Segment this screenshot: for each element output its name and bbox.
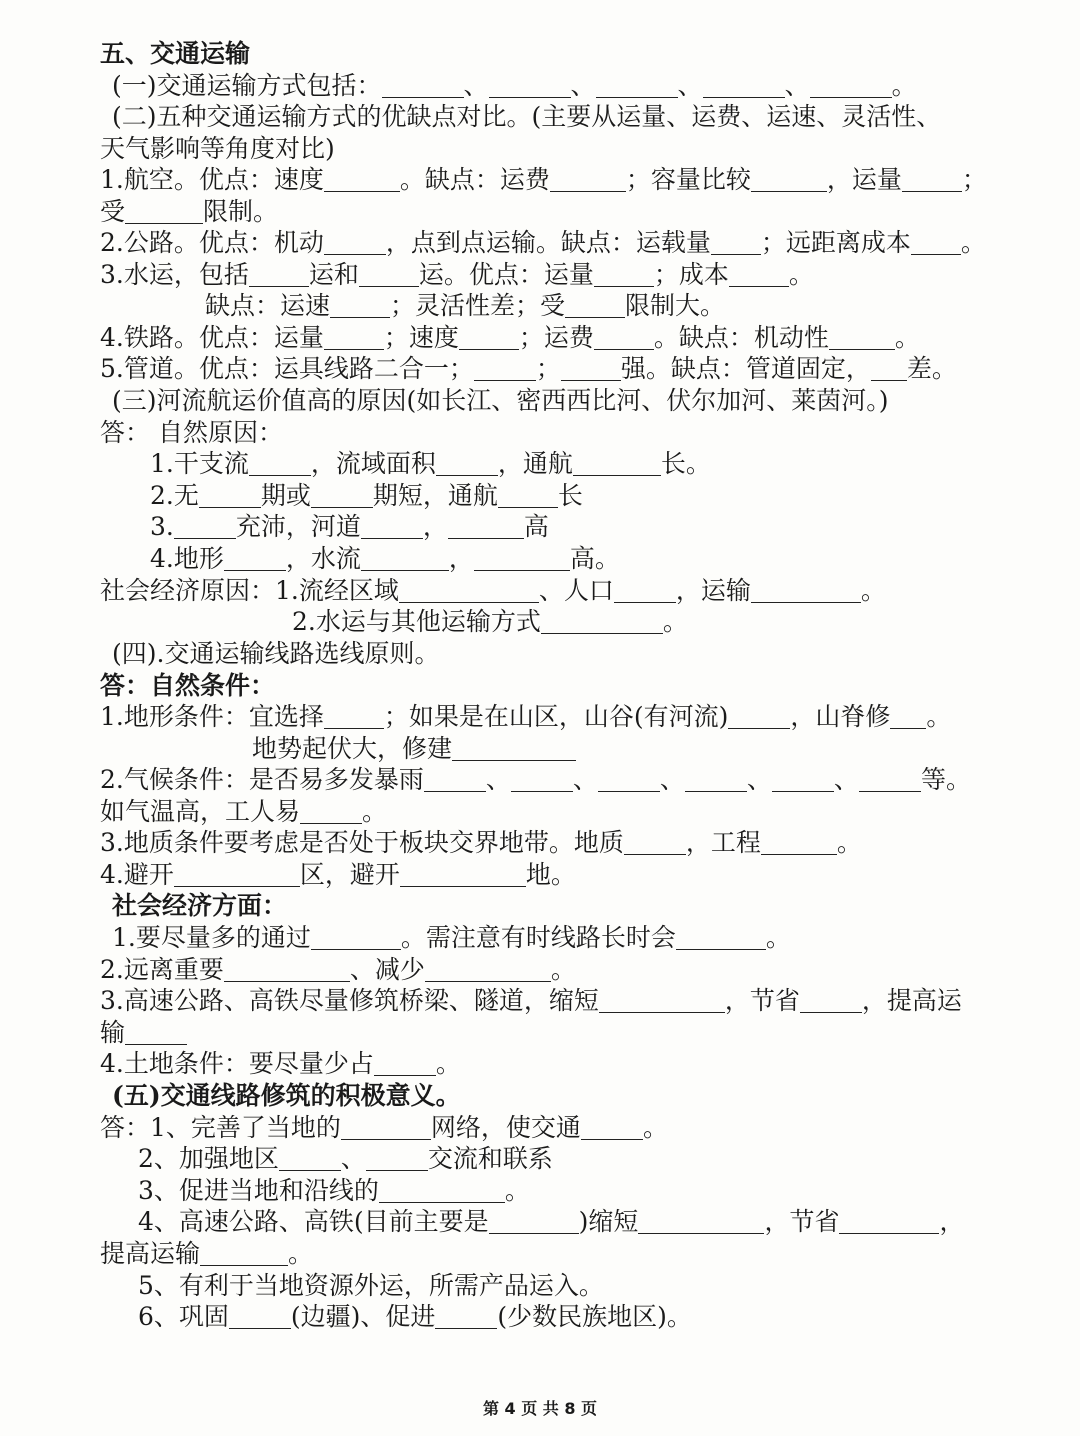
line-text: 网络，使交通 [430, 1113, 581, 1142]
text-line [138, 1270, 604, 1302]
line-text: 社会经济原因：1.流经区域 [100, 576, 399, 605]
text-line [205, 290, 725, 322]
fill-in-blank [498, 485, 558, 508]
line-text: (二)五种交通运输方式的优缺点对比。(主要从运量、运费、运速、灵活性、 [112, 102, 942, 131]
line-text: ，节省 [764, 1207, 840, 1236]
fill-in-blank [379, 1180, 505, 1203]
line-text: 、 [485, 765, 511, 794]
text-line [100, 227, 986, 259]
fill-in-blank [561, 358, 621, 381]
fill-in-blank [224, 959, 350, 982]
text-line [100, 1238, 313, 1270]
text-line [112, 890, 287, 922]
line-text: 、 [463, 71, 489, 100]
line-text: 2.气候条件：是否易多发暴雨 [100, 765, 424, 794]
fill-in-blank [474, 358, 536, 381]
line-text: 4、高速公路、高铁(目前主要是 [138, 1207, 489, 1236]
line-text: ，水流 [285, 544, 361, 573]
fill-in-blank [839, 1211, 939, 1234]
line-text: 强。缺点：管道固定， [620, 354, 871, 383]
line-text: 高。 [569, 544, 620, 573]
fill-in-blank [638, 1211, 764, 1234]
text-line [112, 922, 791, 954]
line-text: ；速度 [383, 323, 459, 352]
text-line [112, 638, 439, 670]
fill-in-blank [772, 769, 834, 792]
fill-in-blank [425, 959, 551, 982]
fill-in-blank [829, 327, 895, 350]
line-text: 3.地质条件要考虑是否处于板块交界地带。地质 [100, 828, 624, 857]
text-line [150, 480, 583, 512]
text-line [100, 670, 275, 702]
text-line [138, 1301, 692, 1333]
fill-in-blank [810, 75, 892, 98]
line-text: 3.高速公路、高铁尽量修筑桥梁、隧道，缩短 [100, 986, 599, 1015]
line-text: (少数民族地区)。 [497, 1302, 692, 1331]
fill-in-blank [199, 485, 261, 508]
line-text: ，运输 [675, 576, 751, 605]
fill-in-blank [324, 327, 384, 350]
line-text: 社会经济方面： [112, 891, 288, 920]
line-text: ，运量 [826, 165, 902, 194]
line-text: ， [939, 1207, 965, 1236]
line-text: 五、交通运输 [100, 39, 251, 68]
text-line [138, 1206, 964, 1238]
text-line [100, 985, 962, 1017]
line-text: 答：自然条件： [100, 671, 276, 700]
line-text: 。 [926, 702, 952, 731]
line-text: 、 [340, 1144, 366, 1173]
fill-in-blank [448, 516, 524, 539]
line-text: 1.要尽量多的通过 [112, 923, 311, 952]
line-text: 。 [836, 828, 862, 857]
line-text: )缩短 [578, 1207, 639, 1236]
text-line [100, 322, 920, 354]
fill-in-blank [676, 927, 766, 950]
fill-in-blank [685, 769, 747, 792]
line-text: 2.水运与其他运输方式 [292, 607, 541, 636]
text-line [112, 385, 889, 417]
line-text: 地。 [525, 860, 576, 889]
line-text: 。 [894, 323, 920, 352]
fill-in-blank [565, 295, 625, 318]
fill-in-blank [624, 832, 686, 855]
line-text: 5、有利于当地资源外运，所需产品运入。 [138, 1271, 604, 1300]
line-text: ； [535, 354, 561, 383]
line-text: 如气温高，工人易 [100, 797, 301, 826]
fill-in-blank [436, 453, 498, 476]
text-line [100, 1112, 668, 1144]
line-text: 、人口 [538, 576, 614, 605]
fill-in-blank [902, 169, 962, 192]
line-text: 充沛，河道 [235, 512, 361, 541]
line-text: 输 [100, 1018, 126, 1047]
text-line [100, 859, 576, 891]
line-text: 3、促进当地和沿线的 [138, 1176, 379, 1205]
line-text: ；远距离成本 [760, 228, 911, 257]
line-text: 4.避开 [100, 860, 174, 889]
line-text: ， [422, 512, 448, 541]
fill-in-blank [382, 75, 464, 98]
line-text: ，节省 [724, 986, 800, 1015]
line-text: 期短，通航 [372, 481, 498, 510]
fill-in-blank [324, 169, 400, 192]
line-text: 2.远离重要 [100, 955, 224, 984]
fill-in-blank [435, 1306, 497, 1329]
fill-in-blank [424, 769, 486, 792]
fill-in-blank [125, 201, 203, 224]
text-line [100, 353, 957, 385]
line-text: 提高运输 [100, 1239, 201, 1268]
fill-in-blank [311, 927, 401, 950]
fill-in-blank [573, 453, 661, 476]
fill-in-blank [751, 580, 861, 603]
fill-in-blank [452, 738, 576, 761]
line-text: 长。 [660, 449, 711, 478]
line-text: 2.公路。优点：机动 [100, 228, 324, 257]
line-text: (一)交通运输方式包括： [112, 71, 382, 100]
fill-in-blank [330, 295, 390, 318]
text-line [100, 1017, 187, 1049]
text-line [292, 606, 688, 638]
line-text: 限制大。 [625, 291, 726, 320]
text-line [150, 448, 711, 480]
fill-in-blank [800, 990, 862, 1013]
line-text: ；如果是在山区，山谷(有河流) [383, 702, 729, 731]
fill-in-blank [911, 232, 961, 255]
fill-in-blank [125, 1022, 187, 1045]
fill-in-blank [374, 1053, 436, 1076]
line-text: 、 [659, 765, 685, 794]
line-text: ，流域面积 [310, 449, 436, 478]
fill-in-blank [541, 611, 663, 634]
fill-in-blank [550, 169, 626, 192]
text-line [100, 575, 886, 607]
line-text: ，提高运 [861, 986, 962, 1015]
line-text: ；灵活性差；受 [390, 291, 566, 320]
text-line [100, 133, 335, 165]
line-text: 。 [435, 1049, 461, 1078]
fill-in-blank [224, 548, 286, 571]
line-text: ，工程 [685, 828, 761, 857]
line-text: 缺点：运速 [205, 291, 331, 320]
text-line [112, 1080, 461, 1112]
line-text: ；成本 [653, 260, 729, 289]
line-text: ； [961, 165, 987, 194]
line-text: 运。优点：运量 [418, 260, 594, 289]
line-text: 、减少 [349, 955, 425, 984]
line-text: 、 [570, 71, 596, 100]
line-text: 。 [288, 1239, 314, 1268]
fill-in-blank [459, 327, 519, 350]
line-text: 。 [662, 607, 688, 636]
fill-in-blank [581, 1117, 643, 1140]
fill-in-blank [174, 864, 300, 887]
text-line [100, 1048, 461, 1080]
line-text: 4.地形 [150, 544, 224, 573]
fill-in-blank [594, 264, 654, 287]
line-text: ；容量比较 [625, 165, 751, 194]
line-text: 、 [746, 765, 772, 794]
line-text: 。 [362, 797, 388, 826]
text-line [100, 764, 971, 796]
line-text: 4.铁路。优点：运量 [100, 323, 324, 352]
line-text: ；运费 [518, 323, 594, 352]
text-line [112, 70, 917, 102]
fill-in-blank [511, 769, 573, 792]
section-title [100, 38, 250, 70]
text-line [100, 164, 987, 196]
line-text: 1.地形条件：宜选择 [100, 702, 324, 731]
line-text: 交流和联系 [427, 1144, 553, 1173]
line-text: 1.航空。优点：速度 [100, 165, 324, 194]
line-text: 5.管道。优点：运具线路二合一； [100, 354, 474, 383]
fill-in-blank [596, 75, 678, 98]
fill-in-blank [399, 580, 539, 603]
fill-in-blank [474, 548, 570, 571]
line-text: 差。 [906, 354, 957, 383]
line-text: ，通航 [497, 449, 573, 478]
text-line [252, 733, 576, 765]
line-text: 。 [642, 1113, 668, 1142]
fill-in-blank [361, 516, 423, 539]
text-line [150, 543, 620, 575]
line-text: 限制。 [203, 197, 279, 226]
fill-in-blank [200, 1243, 288, 1266]
line-text: 1.干支流 [150, 449, 249, 478]
line-text: 2.无 [150, 481, 199, 510]
fill-in-blank [703, 75, 785, 98]
text-line [112, 101, 941, 133]
line-text: (边疆)、促进 [290, 1302, 436, 1331]
fill-in-blank [859, 769, 921, 792]
page-footer: 第 4 页 共 8 页 [482, 1399, 598, 1418]
line-text: 。缺点：运费 [399, 165, 550, 194]
fill-in-blank [300, 801, 362, 824]
line-text: 3. [150, 512, 174, 541]
fill-in-blank [728, 706, 790, 729]
line-text: (五)交通线路修筑的积极意义。 [112, 1081, 461, 1110]
line-text: 高 [523, 512, 549, 541]
line-text: 。 [504, 1176, 530, 1205]
fill-in-blank [324, 232, 386, 255]
line-text: 长 [557, 481, 583, 510]
line-text: 、 [784, 71, 810, 100]
fill-in-blank [229, 1306, 291, 1329]
fill-in-blank [489, 1211, 579, 1234]
fill-in-blank [594, 327, 654, 350]
line-text: 。 [550, 955, 576, 984]
line-text: 答：1、完善了当地的 [100, 1113, 341, 1142]
fill-in-blank [279, 1148, 341, 1171]
line-text: 区，避开 [299, 860, 400, 889]
fill-in-blank [871, 358, 907, 381]
fill-in-blank [249, 264, 309, 287]
fill-in-blank [400, 864, 526, 887]
line-text: 天气影响等角度对比) [100, 134, 335, 163]
text-line [100, 954, 576, 986]
line-text: 、 [677, 71, 703, 100]
line-text: 。 [891, 71, 917, 100]
fill-in-blank [311, 485, 373, 508]
text-line [138, 1175, 530, 1207]
line-text: 。 [860, 576, 886, 605]
line-text: 。缺点：机动性 [653, 323, 829, 352]
fill-in-blank [890, 706, 926, 729]
fill-in-blank [599, 990, 725, 1013]
line-text: 。 [788, 260, 814, 289]
fill-in-blank [341, 1117, 431, 1140]
line-text: 4.土地条件：要尽量少占 [100, 1049, 374, 1078]
fill-in-blank [361, 548, 449, 571]
line-text: ，山脊修 [790, 702, 891, 731]
fill-in-blank [751, 169, 827, 192]
fill-in-blank [598, 769, 660, 792]
line-text: 受 [100, 197, 126, 226]
fill-in-blank [359, 264, 419, 287]
line-text: (四).交通运输线路选线原则。 [112, 639, 440, 668]
text-line [100, 701, 951, 733]
line-text: ，点到点运输。缺点：运载量 [385, 228, 711, 257]
text-line [150, 511, 549, 543]
fill-in-blank [614, 580, 676, 603]
text-line [138, 1143, 553, 1175]
line-text: 。 [960, 228, 986, 257]
line-text: (三)河流航运价值高的原因(如长江、密西西比河、伏尔加河、莱茵河。) [112, 386, 889, 415]
line-text: 等。 [920, 765, 971, 794]
line-text: ， [448, 544, 474, 573]
fill-in-blank [761, 832, 837, 855]
line-text: 答： 自然原因： [100, 418, 283, 447]
fill-in-blank [366, 1148, 428, 1171]
line-text: 。需注意有时线路长时会 [400, 923, 676, 952]
fill-in-blank [711, 232, 761, 255]
fill-in-blank [249, 453, 311, 476]
fill-in-blank [489, 75, 571, 98]
text-line [100, 796, 387, 828]
line-text: 、 [833, 765, 859, 794]
line-text: 3.水运，包括 [100, 260, 249, 289]
line-text: 。 [765, 923, 791, 952]
fill-in-blank [174, 516, 236, 539]
text-line [100, 196, 278, 228]
fill-in-blank [324, 706, 384, 729]
line-text: 、 [572, 765, 598, 794]
line-text: 期或 [260, 481, 311, 510]
fill-in-blank [729, 264, 789, 287]
text-line [100, 827, 862, 859]
line-text: 6、巩固 [138, 1302, 229, 1331]
line-text: 运和 [308, 260, 359, 289]
line-text: 2、加强地区 [138, 1144, 279, 1173]
text-line [100, 259, 814, 291]
text-line [100, 417, 283, 449]
line-text: 地势起伏大，修建 [252, 734, 453, 763]
